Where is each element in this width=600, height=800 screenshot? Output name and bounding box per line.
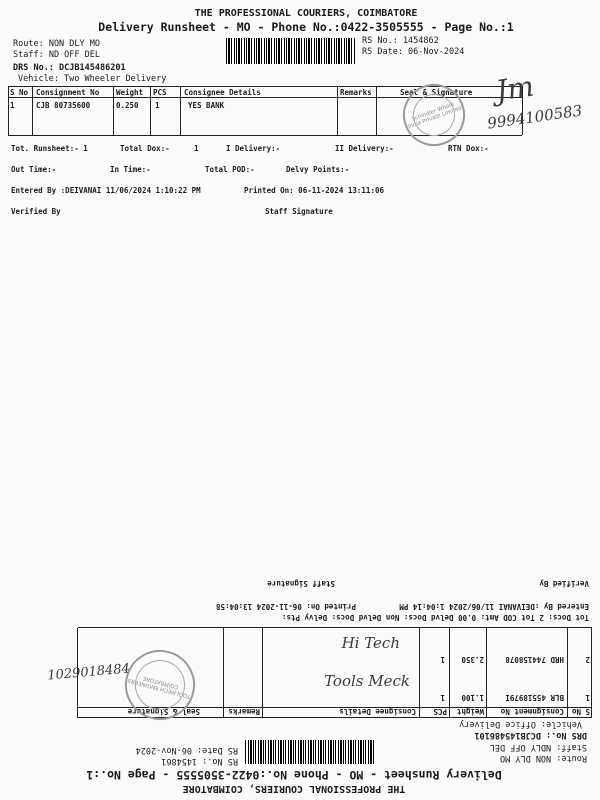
col-seal: Seal & Signature	[400, 88, 473, 97]
col-sno: S No	[571, 707, 590, 716]
col-weight: Weight	[456, 707, 484, 716]
col-pcs: PCS	[153, 88, 167, 97]
col-remarks: Remarks	[228, 707, 260, 716]
tot-runsheet: Tot. Runsheet:- 1	[11, 144, 88, 153]
rs-no: RS No.: 1454861	[161, 756, 238, 766]
delvy-points: Delvy Points:-	[286, 165, 350, 174]
entered-by: Entered By :DEIVANAI 11/06/2024 1:04:14 PM	[399, 602, 589, 611]
verified-by: Verified By	[539, 579, 589, 588]
col-consignment: Consignment No	[36, 88, 100, 97]
total-dox: Total Dox:-	[120, 144, 170, 153]
vehicle: Vehicle: Office Delivery	[459, 719, 582, 729]
runsheet-title: Delivery Runsheet - MO - Phone No.:0422-3505555 - Page No.:1	[98, 20, 514, 34]
company-name: THE PROFESSIONAL COURIERS, COIMBATORE	[182, 783, 406, 794]
staff: Staff: ND OFF DEL	[13, 50, 100, 60]
company-seal-icon: TOOLMECH ENGINEERS COIMBATORE	[117, 642, 203, 728]
col-seal: Seal & Signature	[127, 707, 200, 716]
rs-date: RS Date: 06-Nov-2024	[135, 745, 238, 755]
entered-by: Entered By :DEIVANAI 11/06/2024 1:10:22 PM	[11, 186, 201, 195]
rs-date: RS Date: 06-Nov-2024	[362, 47, 465, 57]
route: Route: NON DLY MO	[500, 753, 587, 763]
staff-signature: Staff Signature	[265, 207, 333, 216]
verified-by: Verified By	[11, 207, 61, 216]
barcode	[244, 740, 374, 764]
staff-signature: Staff Signature	[267, 579, 335, 588]
staff: Staff: NDLY OFF DEL	[489, 742, 587, 752]
runsheet-title: Delivery Runsheet - MO - Phone No.:0422-3505555 - Page No.:1	[86, 768, 502, 782]
totals-line: Tot Docs: 2 Tot COD Amt: 0.00 Delvd Docs: Non Delvd Docs: Delvy Pts:	[281, 613, 589, 622]
rtn-dox: RTN Dox:-	[448, 144, 489, 153]
in-time: In Time:-	[110, 165, 151, 174]
handwritten-signature: Jm	[493, 69, 536, 108]
rs-no: RS No.: 1454862	[362, 36, 439, 46]
col-pcs: PCS	[433, 707, 447, 716]
runsheet-bottom-inverted: THE PROFESSIONAL COURIERS, COIMBATORE Delivery Runsheet - MO - Phone No.:0422-3505555 - Page No.:1 Route: NON DLY MO Staff: NDLY OFF DEL RS No.: 1454861 RS Date: 06-Nov-2024 DRS No.: DCJB145486101 Vehicle: Office Delivery S No Consignment No Weight PCS Consignee Details Remarks Seal & Signature 1 BLR 45518979I 1.100 1 Tools Meck 2 HRD 744158078 2.350 1 Hi Tech TOOLMECH ENGINEERS COIMBATORE 1029018484 Tot Docs: 2 Tot COD Amt: 0.00 Delvd Docs: Non Delvd Docs: Delvy Pts: Entered By :DEIVANAI 11/06/2024 1:04:14 PM Printed On: 06-11-2024 13:04:58 Verified By Staff Signature	[0, 568, 600, 800]
drs-no: DRS No.: DCJB145486201	[13, 63, 126, 73]
ii-delivery: II Delivery:-	[335, 144, 394, 153]
handwritten-phone: 9994100583	[486, 101, 584, 133]
i-delivery: I Delivery:-	[226, 144, 281, 153]
col-consignment: Consignment No	[500, 707, 564, 716]
barcode	[226, 38, 356, 64]
company-name: THE PROFESSIONAL COURIERS, COIMBATORE	[194, 8, 418, 19]
company-seal-icon: Schindler Whole India Private Limited	[394, 75, 473, 154]
total-dox-value: 1	[194, 144, 199, 153]
total-pod: Total POD:-	[205, 165, 255, 174]
col-consignee: Consignee Details	[339, 707, 416, 716]
handwritten-consignee: Hi Tech	[341, 634, 400, 652]
printed-on: Printed On: 06-11-2024 13:04:58	[216, 602, 356, 611]
handwritten-consignee: Tools Meck	[324, 672, 410, 690]
route: Route: NON DLY MO	[13, 39, 100, 49]
col-consignee: Consignee Details	[184, 88, 261, 97]
col-sno: S No	[10, 88, 29, 97]
vehicle: Vehicle: Two Wheeler Delivery	[18, 74, 167, 84]
drs-no: DRS No.: DCJB145486101	[474, 730, 587, 740]
col-remarks: Remarks	[340, 88, 372, 97]
out-time: Out Time:-	[11, 165, 57, 174]
handwritten-phone: 1029018484	[46, 661, 131, 684]
col-weight: Weight	[116, 88, 144, 97]
printed-on: Printed On: 06-11-2024 13:11:06	[244, 186, 384, 195]
